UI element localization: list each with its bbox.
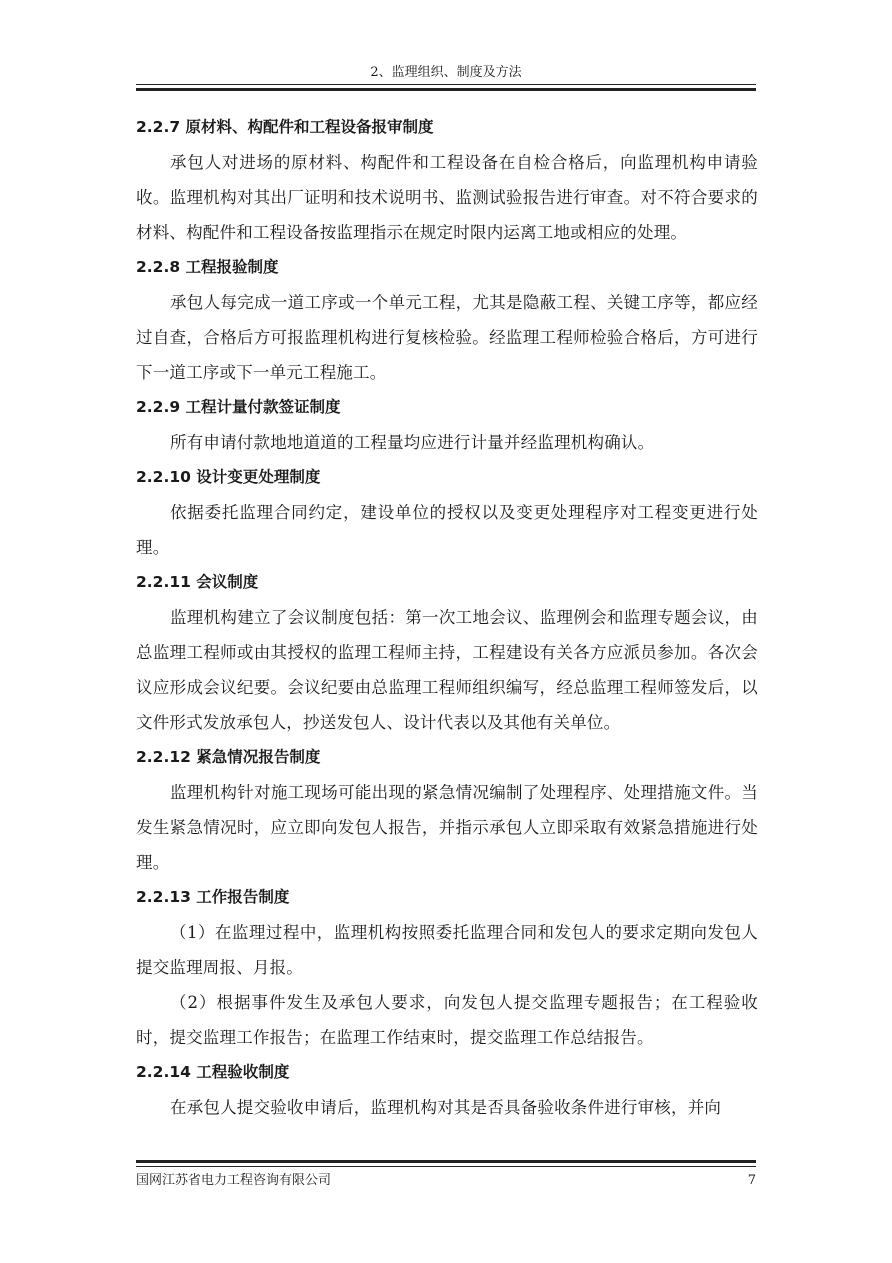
section-heading: 2.2.11 会议制度: [136, 573, 259, 591]
section-paragraph: 监理机构建立了会议制度包括：第一次工地会议、监理例会和监理专题会议，由总监理工程师或由其授权的监理工程师主持，工程建设有关各方应派员参加。各次会议应形成会议纪要。会议纪要由总监理工程师组织编写，经总监理工程师签发后，以文件形式发放承包人，抄送发包人、设计代表以及其他有关单位。: [136, 608, 758, 732]
section-paragraph: （1）在监理过程中，监理机构按照委托监理合同和发包人的要求定期向发包人提交监理周报、月报。: [136, 923, 758, 977]
page-header-title: 2、监理组织、制度及方法: [370, 65, 522, 80]
section-heading: 2.2.10 设计变更处理制度: [136, 468, 321, 486]
section-heading: 2.2.14 工程验收制度: [136, 1063, 290, 1081]
section-paragraph: （2）根据事件发生及承包人要求，向发包人提交监理专题报告；在工程验收时，提交监理工作报告；在监理工作结束时，提交监理工作总结报告。: [136, 993, 758, 1047]
section-2-2-12: [136, 740, 758, 880]
section-paragraph: 承包人对进场的原材料、构配件和工程设备在自检合格后，向监理机构申请验收。监理机构对其出厂证明和技术说明书、监测试验报告进行审查。对不符合要求的材料、构配件和工程设备按监理指示在规定时限内运离工地或相应的处理。: [136, 153, 758, 242]
section-2-2-14: [136, 1055, 758, 1125]
section-heading: 2.2.9 工程计量付款签证制度: [136, 398, 341, 416]
footer-rule: [136, 1166, 756, 1167]
section-2-2-11: [136, 565, 758, 740]
page-number: 7: [747, 1173, 756, 1188]
section-2-2-8: [136, 250, 758, 390]
section-heading: 2.2.12 紧急情况报告制度: [136, 748, 321, 766]
section-2-2-10: [136, 460, 758, 565]
section-heading: 2.2.13 工作报告制度: [136, 888, 290, 906]
header-rule-thick: [136, 88, 756, 91]
section-heading: 2.2.8 工程报验制度: [136, 258, 279, 276]
section-2-2-9: [136, 390, 758, 460]
section-paragraph: 在承包人提交验收申请后，监理机构对其是否具备验收条件进行审核，并向: [170, 1098, 722, 1117]
header-rule: [136, 84, 756, 85]
footer-rule-thick: [136, 1160, 756, 1163]
document-body: [136, 110, 758, 1125]
footer-company: 国网江苏省电力工程咨询有限公司: [136, 1173, 332, 1188]
section-2-2-7: [136, 110, 758, 250]
section-paragraph: 依据委托监理合同约定，建设单位的授权以及变更处理程序对工程变更进行处理。: [136, 503, 758, 557]
section-paragraph: 承包人每完成一道工序或一个单元工程，尤其是隐蔽工程、关键工序等，都应经过自查，合格后方可报监理机构进行复核检验。经监理工程师检验合格后，方可进行下一道工序或下一单元工程施工。: [136, 293, 758, 382]
section-paragraph: 所有申请付款地地道道的工程量均应进行计量并经监理机构确认。: [170, 433, 655, 452]
section-heading: 2.2.7 原材料、构配件和工程设备报审制度: [136, 118, 434, 136]
section-2-2-13: [136, 880, 758, 1055]
section-paragraph: 监理机构针对施工现场可能出现的紧急情况编制了处理程序、处理措施文件。当发生紧急情况时，应立即向发包人报告，并指示承包人立即采取有效紧急措施进行处理。: [136, 783, 758, 872]
